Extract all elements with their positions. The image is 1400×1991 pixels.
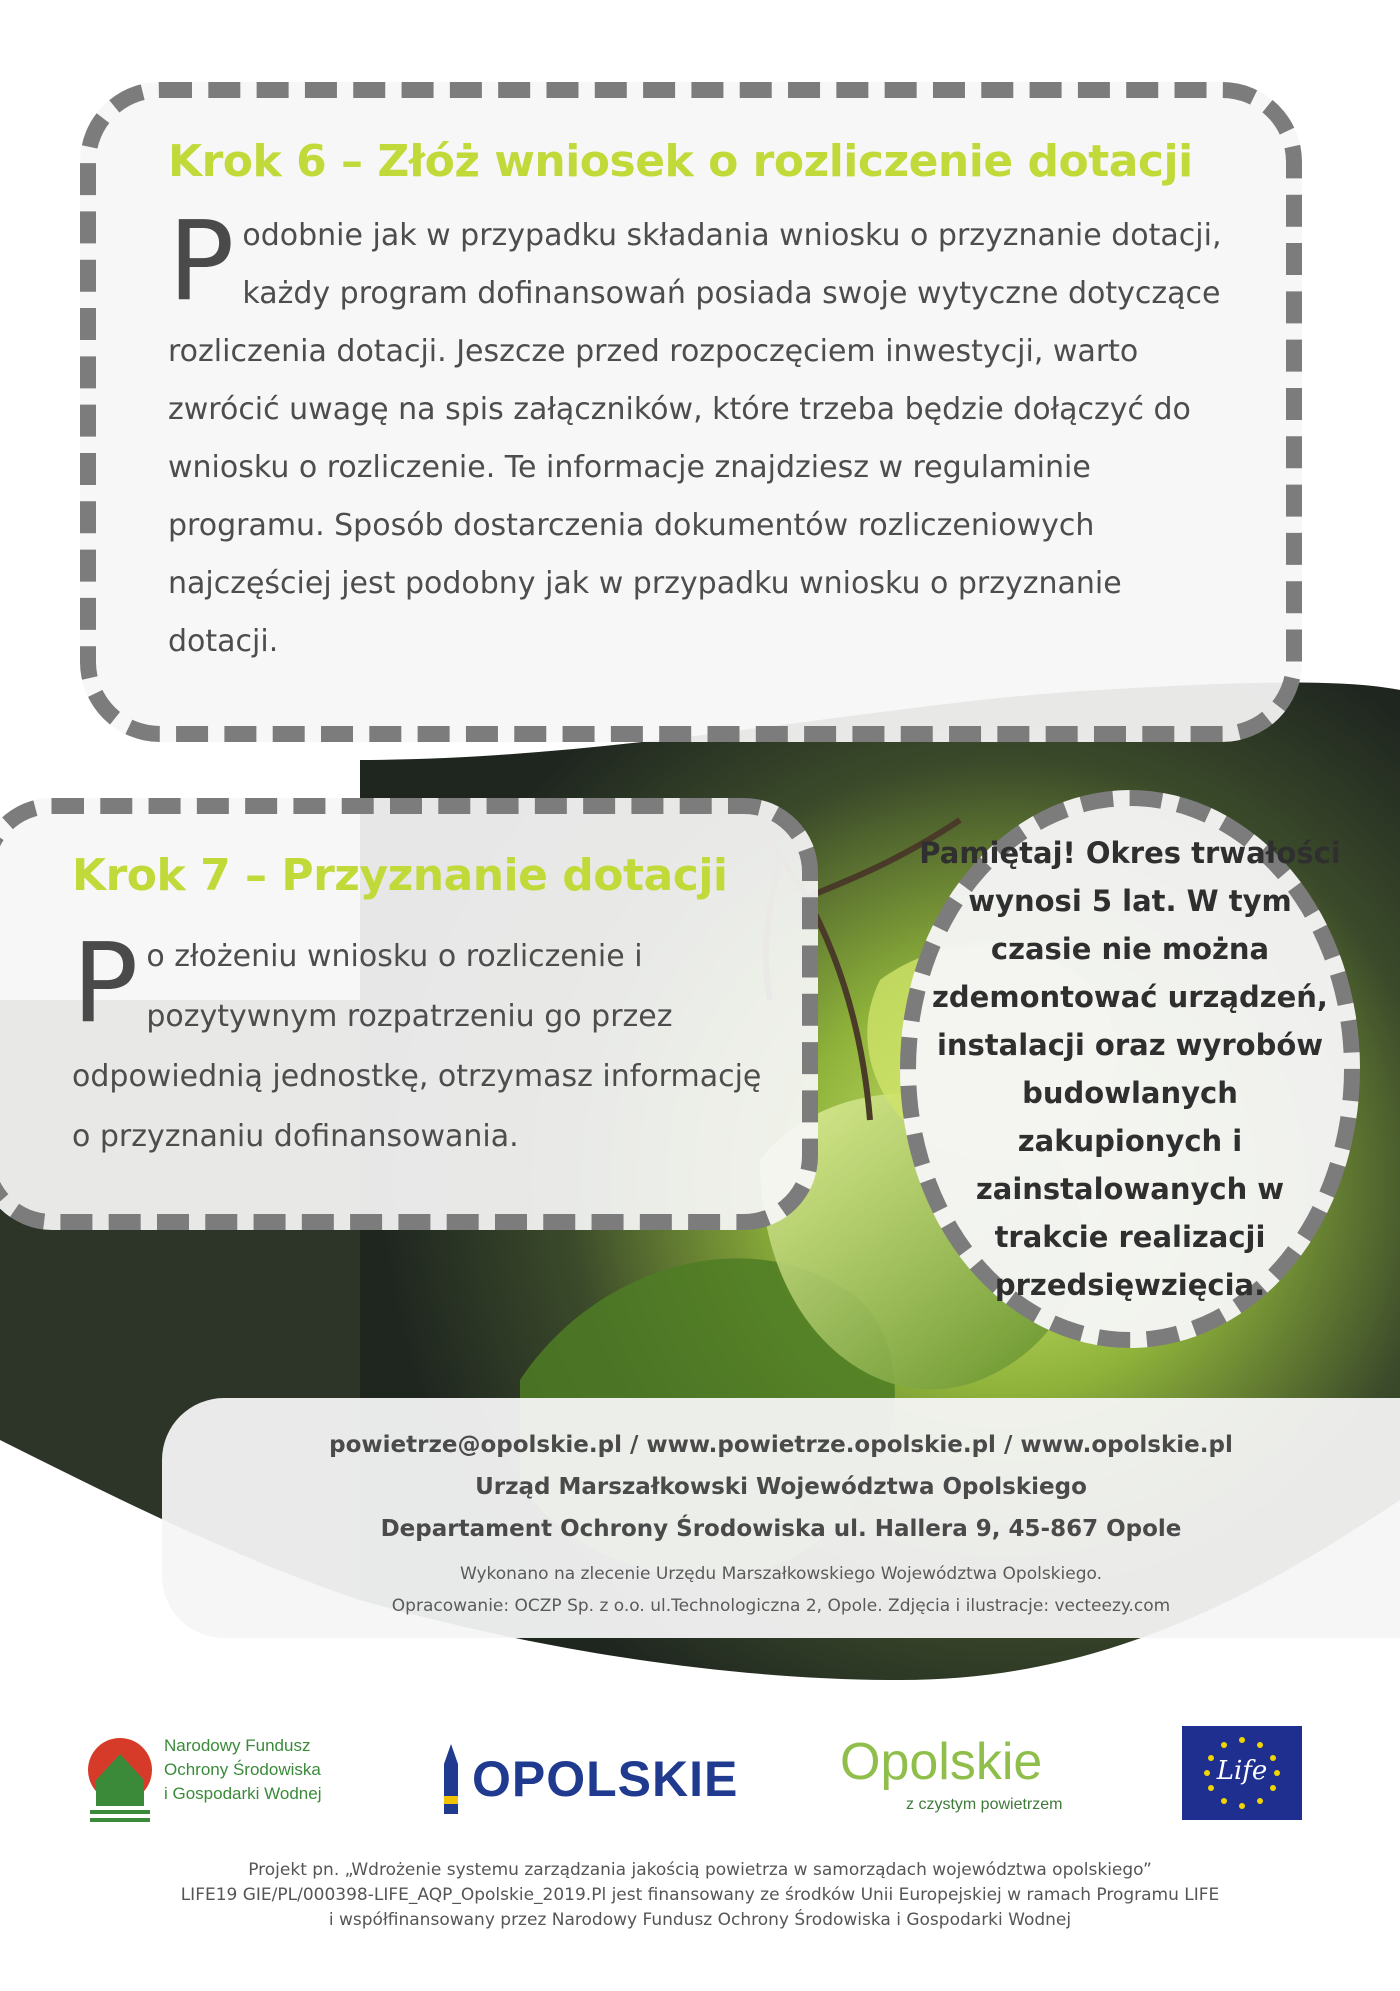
footer-line1: Projekt pn. „Wdrożenie systemu zarządzania jakością powietrza w samorządach województwa opolskiego” — [248, 1860, 1152, 1880]
logos-row — [0, 1720, 1400, 1840]
step7-paragraph — [72, 919, 762, 1167]
step6-text: odobnie jak w przypadku składania wniosku o przyznanie dotacji, każdy program dofinansowań posiada swoje wytyczne dotyczące rozliczenia dotacji. Jeszcze przed rozpoczęciem inwestycji, warto zwrócić uwagę na spis załączników, które trzeba będzie dołączyć do wniosku o rozliczenie. Te informacje znajdziesz w regulaminie programu. Sposób dostarczenia dokumentów rozliczeniowych najczęściej jest podobny jak w przypadku wniosku o przyznanie dotacji. — [168, 218, 1222, 659]
nfos-text — [164, 1734, 322, 1806]
contact-links: powietrze@opolskie.pl / www.powietrze.opolskie.pl / www.opolskie.pl — [329, 1432, 1233, 1458]
step6-card — [80, 82, 1302, 742]
nfos-emblem-icon — [82, 1736, 158, 1826]
footer-line3: i współfinansowany przez Narodowy Fundusz Ochrony Środowiska i Gospodarki Wodnej — [328, 1910, 1072, 1930]
contact-credits: Opracowanie: OCZP Sp. z o.o. ul.Technologiczna 2, Opole. Zdjęcia i ilustracje: vecteezy.com — [391, 1596, 1171, 1616]
step7-card — [0, 798, 818, 1230]
nfos-line1: Narodowy Fundusz — [164, 1736, 311, 1755]
opolskie-wordmark: OPOLSKIE — [472, 1751, 739, 1807]
contact-office: Urząd Marszałkowski Województwa Opolskiego — [475, 1474, 1087, 1500]
life-wordmark: Life — [1216, 1756, 1268, 1786]
nfos-line3: i Gospodarki Wodnej — [164, 1784, 322, 1803]
opolskie-clean-air-logo — [840, 1732, 1090, 1828]
step6-dropcap: P — [168, 197, 235, 325]
step7-dropcap: P — [72, 919, 139, 1047]
step7-text: o złożeniu wniosku o rozliczenie i pozytywnym rozpatrzeniu go przez odpowiednią jednostkę, otrzymasz informację o przyznaniu dofinansowania. — [72, 939, 762, 1154]
nfos-line2: Ochrony Środowiska — [164, 1760, 321, 1779]
contact-commission: Wykonano na zlecenie Urzędu Marszałkowskiego Województwa Opolskiego. — [459, 1564, 1103, 1584]
eu-life-logo — [1182, 1726, 1302, 1820]
step6-paragraph — [168, 197, 1226, 671]
step7-title: Krok 7 – Przyznanie dotacji — [72, 850, 728, 901]
contact-box — [162, 1398, 1400, 1638]
remember-callout — [900, 790, 1360, 1348]
contact-department: Departament Ochrony Środowiska ul. Hallera 9, 45-867 Opole — [380, 1516, 1182, 1542]
nfos-logo — [82, 1730, 382, 1830]
opolskie-clean-air-wordmark: Opolskie — [840, 1733, 1043, 1791]
opolskie-tower-icon — [438, 1744, 464, 1814]
opolskie-clean-air-tagline: z czystym powietrzem — [906, 1796, 1063, 1813]
opolskie-logo — [432, 1744, 752, 1824]
footer-line2: LIFE19 GIE/PL/000398-LIFE_AQP_Opolskie_2019.Pl jest finansowany ze środków Unii Europejskiej w ramach Programu LIFE — [180, 1885, 1220, 1905]
remember-text: Pamiętaj! Okres trwałości wynosi 5 lat. W tym czasie nie można zdemontować urządzeń, instalacji oraz wyrobów budowlanych zakupionych i zainstalowanych w trakcie realizacji przedsięwzięcia. — [919, 836, 1341, 1302]
project-footer — [0, 1858, 1400, 1933]
step6-title: Krok 6 – Złóż wniosek o rozliczenie dotacji — [168, 136, 1193, 187]
